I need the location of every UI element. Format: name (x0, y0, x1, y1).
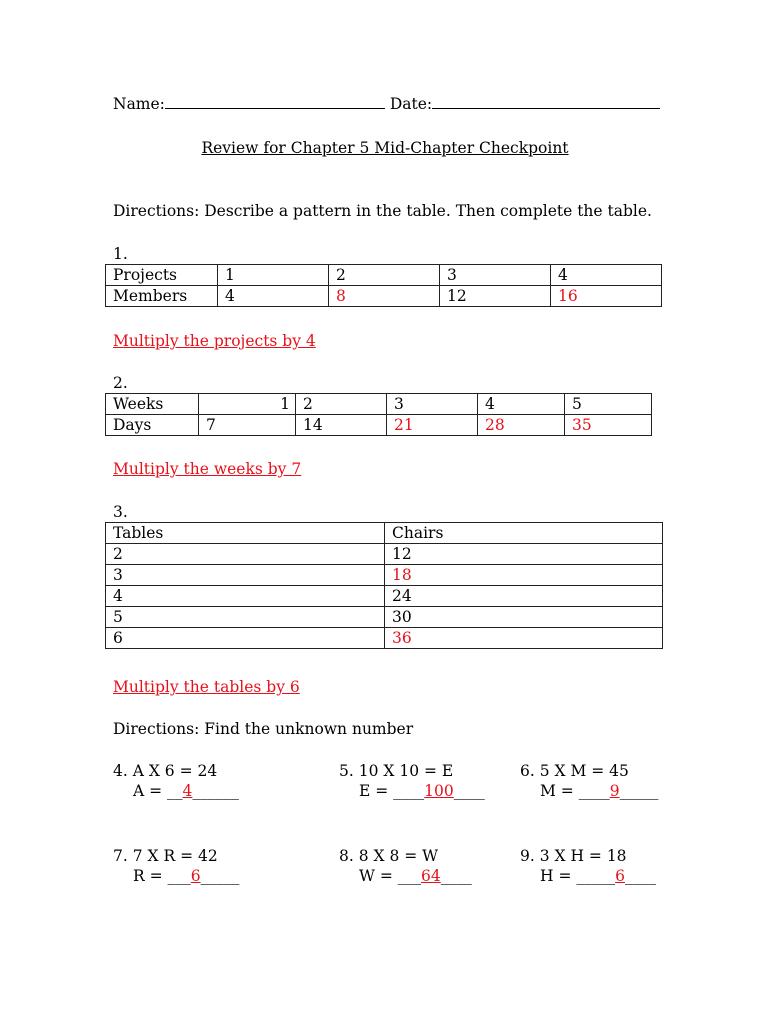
table-row (106, 523, 663, 544)
table-cell: 3 (106, 565, 385, 586)
question-number-1: 1. (113, 245, 128, 263)
problem-6 (520, 761, 658, 801)
answer-q1: Multiply the projects by 4 (113, 332, 316, 350)
name-blank[interactable] (165, 94, 385, 109)
name-label: Name: (113, 95, 165, 113)
table-cell: Weeks (106, 394, 199, 415)
table-row (106, 586, 663, 607)
table-header-cell: Tables (106, 523, 385, 544)
table-cell: 5 (565, 394, 652, 415)
problem-equation: 8. 8 X 8 = W (339, 847, 439, 865)
answer-suffix: _____ (619, 782, 659, 800)
answer-suffix: _____ (200, 867, 240, 885)
table-cell: 3 (387, 394, 478, 415)
answer-prefix: W = ___ (359, 867, 422, 885)
problem-equation: 9. 3 X H = 18 (520, 847, 627, 865)
table-row (106, 565, 663, 586)
answer-cell: 16 (551, 286, 662, 307)
date-label: Date: (389, 95, 433, 113)
table-row (106, 544, 663, 565)
answer-value: 6 (615, 867, 625, 885)
table-cell: 14 (296, 415, 387, 436)
tables-chairs-table (105, 522, 663, 649)
table-row (106, 265, 662, 286)
table-cell: 2 (296, 394, 387, 415)
answer-value: 64 (421, 867, 441, 885)
table-cell: 4 (478, 394, 565, 415)
table-row (106, 415, 652, 436)
table-row (106, 607, 663, 628)
problem-answer-line (520, 866, 656, 886)
answer-cell: 21 (387, 415, 478, 436)
page-title: Review for Chapter 5 Mid-Chapter Checkpoint (201, 139, 569, 157)
answer-value: 100 (424, 782, 454, 800)
problem-4 (113, 761, 239, 801)
answer-value: 9 (609, 782, 620, 800)
directions-patterns: Directions: Describe a pattern in the table. Then complete the table. (113, 202, 652, 220)
answer-q2: Multiply the weeks by 7 (113, 460, 302, 478)
table-row (106, 628, 663, 649)
answer-prefix: R = ___ (133, 867, 191, 885)
table-cell: 4 (106, 586, 385, 607)
answer-cell: 28 (478, 415, 565, 436)
table-cell: 4 (551, 265, 662, 286)
table-cell: 30 (385, 607, 663, 628)
problem-8 (339, 846, 472, 886)
table-cell: 4 (218, 286, 329, 307)
table-cell: 2 (329, 265, 440, 286)
table-cell: Days (106, 415, 199, 436)
answer-cell: 8 (329, 286, 440, 307)
answer-prefix: H = _____ (540, 867, 616, 885)
answer-prefix: E = ____ (359, 782, 425, 800)
table-cell: 2 (106, 544, 385, 565)
problem-equation: 6. 5 X M = 45 (520, 762, 629, 780)
problem-equation: 4. A X 6 = 24 (113, 762, 218, 780)
problem-answer-line (113, 866, 239, 886)
answer-suffix: ____ (624, 867, 656, 885)
table-header-cell: Chairs (385, 523, 663, 544)
answer-prefix: M = ____ (540, 782, 610, 800)
answer-q3: Multiply the tables by 6 (113, 678, 300, 696)
table-cell: 12 (385, 544, 663, 565)
table-cell: 6 (106, 628, 385, 649)
answer-value: 6 (190, 867, 201, 885)
weeks-days-table (105, 393, 652, 436)
directions-unknown: Directions: Find the unknown number (113, 720, 414, 738)
answer-suffix: ______ (192, 782, 239, 800)
date-blank[interactable] (432, 94, 660, 109)
problem-7 (113, 846, 239, 886)
projects-members-table (105, 264, 662, 307)
answer-cell: 35 (565, 415, 652, 436)
problem-5 (339, 761, 485, 801)
table-row (106, 394, 652, 415)
table-cell: Members (106, 286, 218, 307)
problem-equation: 5. 10 X 10 = E (339, 762, 454, 780)
table-cell: 3 (440, 265, 551, 286)
table-row (106, 286, 662, 307)
answer-prefix: A = __ (133, 782, 183, 800)
question-number-2: 2. (113, 374, 128, 392)
answer-cell: 36 (385, 628, 663, 649)
answer-suffix: ____ (453, 782, 485, 800)
problem-answer-line (339, 781, 485, 801)
name-line (113, 94, 660, 114)
question-number-3: 3. (113, 503, 128, 521)
table-cell: 24 (385, 586, 663, 607)
problem-answer-line (520, 781, 658, 801)
table-cell: 1 (218, 265, 329, 286)
answer-value: 4 (182, 782, 193, 800)
problem-9 (520, 846, 656, 886)
problem-answer-line (113, 781, 239, 801)
answer-cell: 18 (385, 565, 663, 586)
problem-answer-line (339, 866, 472, 886)
table-cell: Projects (106, 265, 218, 286)
table-cell: 7 (199, 415, 296, 436)
table-cell: 12 (440, 286, 551, 307)
table-cell: 5 (106, 607, 385, 628)
problem-equation: 7. 7 X R = 42 (113, 847, 218, 865)
answer-suffix: ____ (440, 867, 472, 885)
table-cell: 1 (199, 394, 296, 415)
